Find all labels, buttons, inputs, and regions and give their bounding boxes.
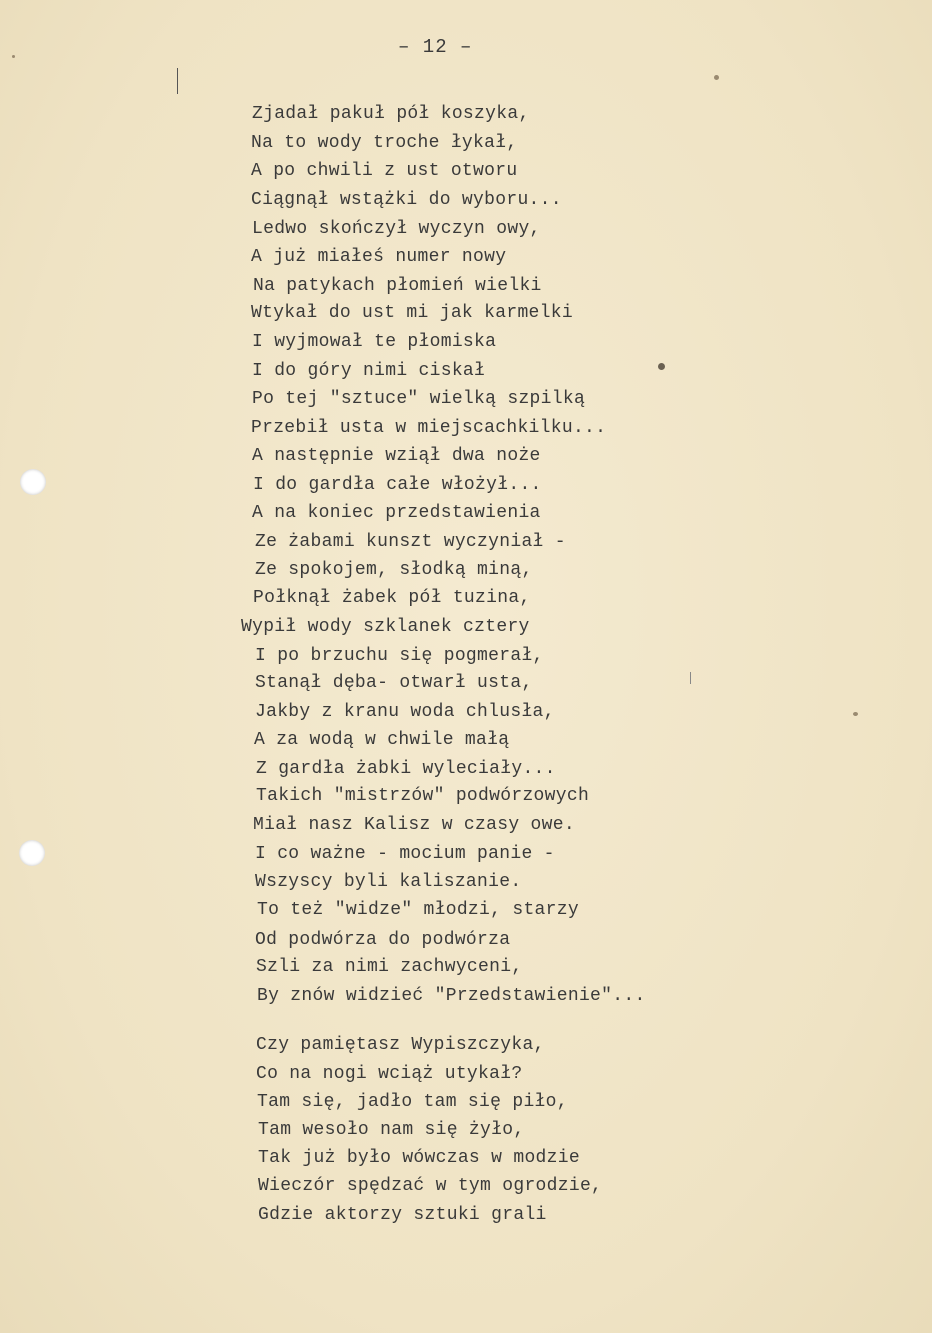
poem-line: A na koniec przedstawienia: [252, 503, 541, 523]
poem-line: Z gardła żabki wyleciały...: [256, 759, 556, 779]
poem-line: By znów widzieć "Przedstawienie"...: [257, 986, 646, 1006]
poem-line: Wypił wody szklanek cztery: [241, 617, 530, 637]
page-number: – 12 –: [398, 36, 473, 58]
poem-line: Tam wesoło nam się żyło,: [258, 1120, 525, 1140]
poem-line: A już miałeś numer nowy: [251, 247, 507, 267]
poem-line: Po tej "sztuce" wielką szpilką: [252, 389, 586, 409]
punch-hole-upper: [20, 469, 46, 495]
poem-line: I do gardła całe włożył...: [253, 475, 542, 495]
poem-line: Na to wody troche łykał,: [251, 133, 518, 153]
poem-line: Szli za nimi zachwyceni,: [256, 957, 523, 977]
ink-speck: [658, 363, 665, 370]
poem-line: Co na nogi wciąż utykał?: [256, 1064, 523, 1084]
poem-line: I co ważne - mocium panie -: [255, 844, 555, 864]
poem-line: Połknął żabek pół tuzina,: [253, 588, 531, 608]
poem-line: Stanął dęba- otwarł usta,: [255, 673, 533, 693]
poem-line: Gdzie aktorzy sztuki grali: [258, 1205, 547, 1225]
poem-line: Ledwo skończył wyczyn owy,: [252, 219, 541, 239]
poem-line: Czy pamiętasz Wypiszczyka,: [256, 1035, 545, 1055]
poem-line: A następnie wziął dwa noże: [252, 446, 541, 466]
poem-line: A po chwili z ust otworu: [251, 161, 518, 181]
poem-line: Wszyscy byli kaliszanie.: [255, 872, 522, 892]
ink-speck: [853, 712, 858, 716]
poem-line: Zjadał pakuł pół koszyka,: [252, 104, 530, 124]
poem-line: Ze spokojem, słodką miną,: [255, 560, 533, 580]
poem-line: Na patykach płomień wielki: [253, 276, 542, 296]
poem-line: Tam się, jadło tam się piło,: [257, 1092, 568, 1112]
ink-speck: [714, 75, 719, 80]
pencil-mark: [690, 672, 691, 684]
poem-line: To też "widze" młodzi, starzy: [257, 900, 579, 920]
poem-line: Tak już było wówczas w modzie: [258, 1148, 580, 1168]
poem-line: I po brzuchu się pogmerał,: [255, 646, 544, 666]
poem-line: Takich "mistrzów" podwórzowych: [256, 786, 590, 806]
poem-line: Miał nasz Kalisz w czasy owe.: [253, 815, 575, 835]
poem-line: Od podwórza do podwórza: [255, 930, 511, 950]
punch-hole-lower: [19, 840, 45, 866]
poem-line: Przebił usta w miejscachkilku...: [251, 418, 607, 438]
poem-line: A za wodą w chwile małą: [254, 730, 510, 750]
poem-line: Jakby z kranu woda chlusła,: [255, 702, 555, 722]
poem-line: Ze żabami kunszt wyczyniał -: [255, 532, 566, 552]
poem-line: Wieczór spędzać w tym ogrodzie,: [258, 1176, 603, 1196]
poem-line: I wyjmował te płomiska: [252, 332, 497, 352]
pencil-mark: [177, 68, 178, 94]
poem-line: Ciągnął wstążki do wyboru...: [251, 190, 562, 210]
poem-line: I do góry nimi ciskał: [252, 361, 486, 381]
poem-line: Wtykał do ust mi jak karmelki: [251, 303, 573, 323]
ink-speck: [12, 55, 15, 58]
